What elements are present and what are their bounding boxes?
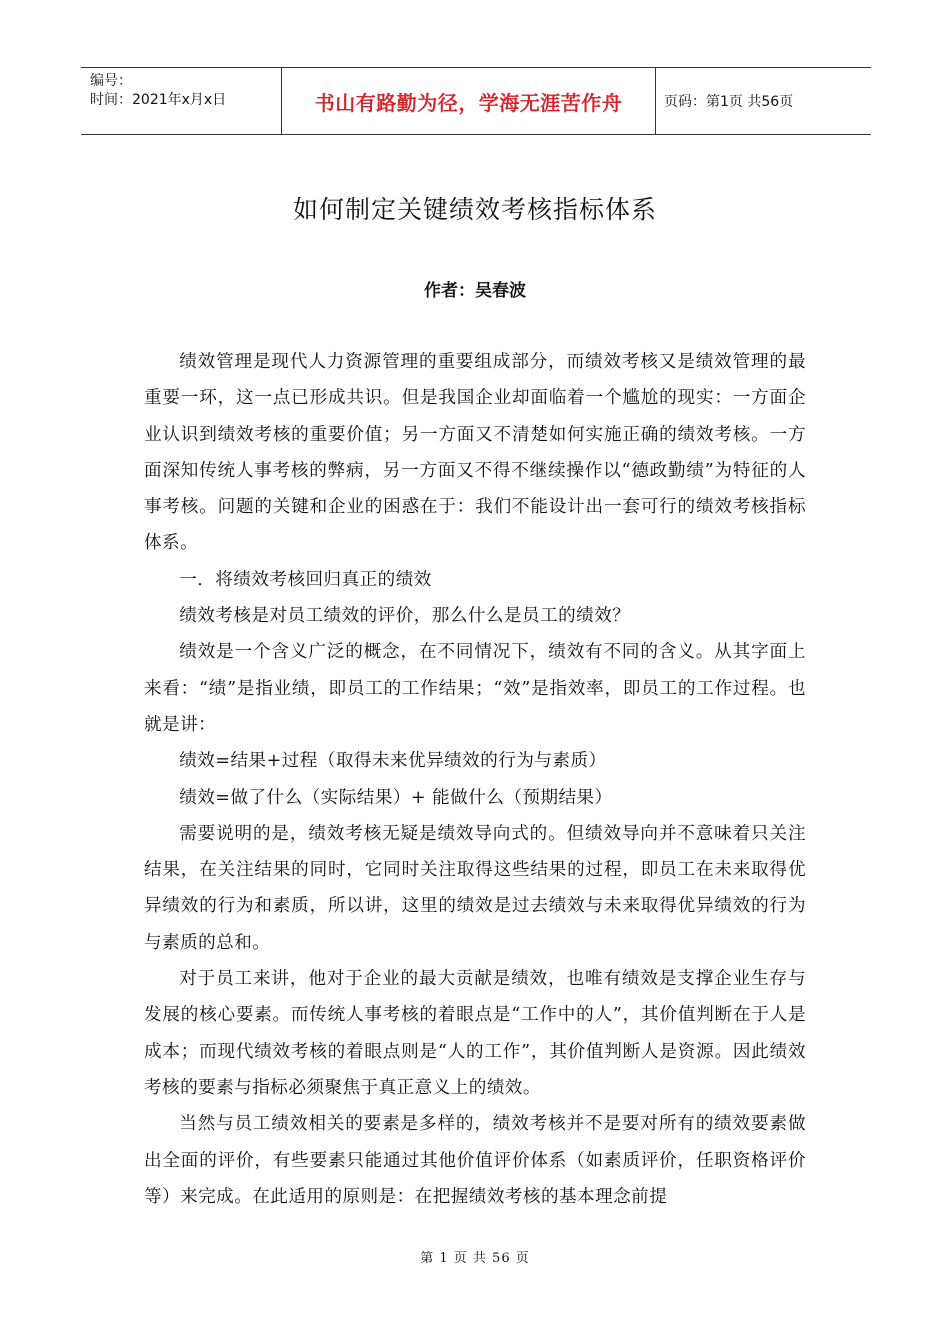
header-divider (655, 68, 656, 134)
paragraph: 绩效考核是对员工绩效的评价，那么什么是员工的绩效？ (179, 606, 631, 627)
formula-line: 绩效=结果+过程（取得未来优异绩效的行为与素质） (179, 751, 607, 772)
paragraph: 需要说明的是，绩效考核无疑是绩效导向式的。但绩效导向并不意味着只关注结果，在关注结果的同时，它同时关注取得这些结果的过程，即员工在未来取得优异绩效的行为和素质，所以讲，这里的绩效是过去绩效与未来取得优异绩效的行为与素质的总和。 (144, 823, 806, 953)
header-meta (81, 68, 281, 134)
document-title: 如何制定关键绩效考核指标体系 (292, 195, 657, 224)
section-heading: 一．将绩效考核回归真正的绩效 (179, 569, 432, 590)
header-page-info: 页码：第1页 共56页 (664, 94, 794, 110)
document-header (81, 67, 871, 135)
paragraph: 绩效管理是现代人力资源管理的重要组成部分，而绩效考核又是绩效管理的最重要一环，这一点已形成共识。但是我国企业却面临着一个尴尬的现实：一方面企业认识到绩效考核的重要价值；另一方面又不清楚如何实施正确的绩效考核。一方面深知传统人事考核的弊病，另一方面又不得不继续操作以“德政勤绩”为特征的人事考核。问题的关键和企业的困惑在于：我们不能设计出一套可行的绩效考核指标体系。 (144, 352, 806, 554)
document-body (144, 344, 806, 1215)
formula-line: 绩效=做了什么（实际结果）+ 能做什么（预期结果） (179, 787, 613, 808)
document-author: 作者：吴春波 (424, 281, 526, 301)
paragraph: 对于员工来讲，他对于企业的最大贡献是绩效，也唯有绩效是支撑企业生存与发展的核心要素。而传统人事考核的着眼点是“工作中的人”，其价值判断在于人是成本；而现代绩效考核的着眼点则是“人的工作”，其价值判断人是资源。因此绩效考核的要素与指标必须聚焦于真正意义上的绩效。 (144, 969, 806, 1098)
document-time-label: 时间：2021年x月x日 (90, 92, 227, 108)
paragraph: 当然与员工绩效相关的要素是多样的，绩效考核并不是要对所有的绩效要素做出全面的评价，有些要素只能通过其他价值评价体系（如素质评价，任职资格评价等）来完成。在此适用的原则是：在把握绩效考核的基本理念前提 (144, 1114, 806, 1207)
header-motto: 书山有路勤为径，学海无涯苦作舟 (314, 90, 623, 115)
page-footer: 第 1 页 共 56 页 (420, 1251, 530, 1266)
paragraph: 绩效是一个含义广泛的概念，在不同情况下，绩效有不同的含义。从其字面上来看：“绩”是指业绩，即员工的工作结果；“效”是指效率，即员工的工作过程。也就是讲： (144, 642, 806, 735)
document-number-label: 编号： (90, 73, 132, 89)
